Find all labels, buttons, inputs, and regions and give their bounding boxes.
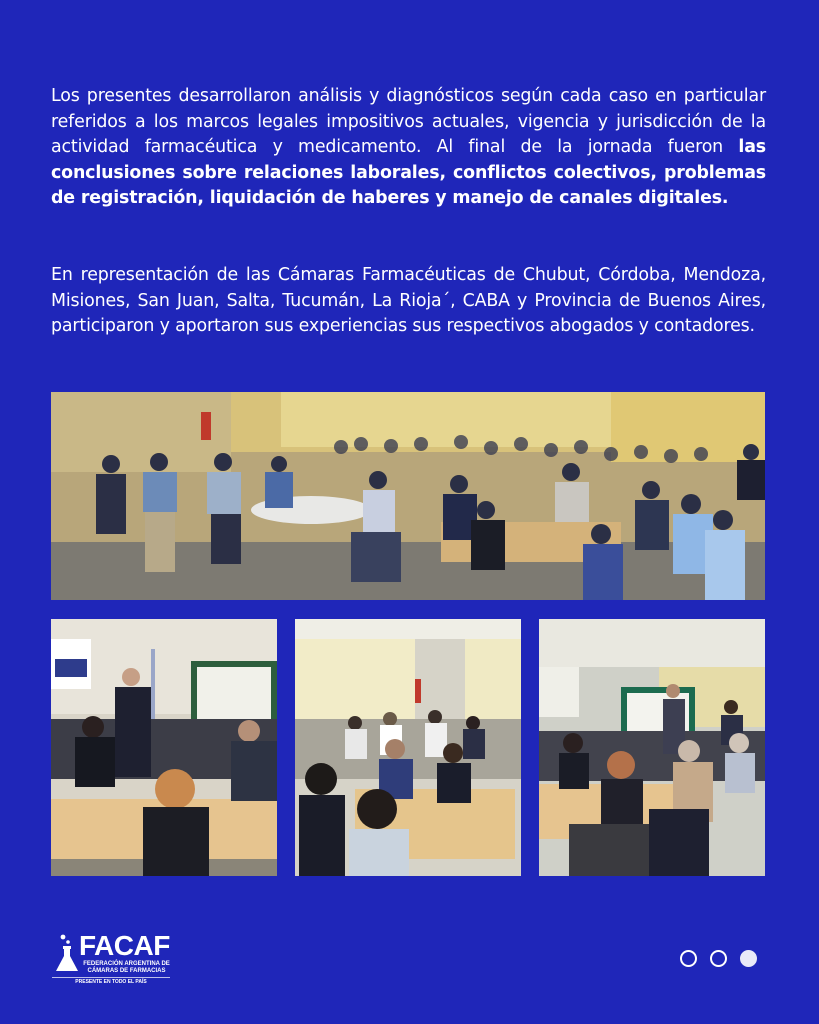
logo-subtitle: FEDERACIÓN ARGENTINA DE CÁMARAS DE FARMACIAS (83, 961, 170, 974)
meeting-photo-main (51, 392, 765, 600)
paragraph-intro-text: Los presentes desarrollaron análisis y diagnósticos según cada caso en particular referidos a los marcos legales impositivos actuales, vigencia y jurisdicción de la actividad farmacéutica y medicamento. Al final de la jornada fueron (51, 86, 766, 157)
meeting-photo-speaker (51, 619, 277, 876)
carousel-dot-3-active[interactable] (740, 950, 757, 967)
carousel-dot-2[interactable] (710, 950, 727, 967)
logo-tagline: PRESENTE EN TODO EL PAÍS (75, 979, 147, 985)
carousel-indicator (680, 950, 757, 972)
meeting-photo-presentation (539, 619, 765, 876)
flask-icon (54, 934, 80, 974)
logo-divider (52, 977, 170, 978)
paragraph-participants: En representación de las Cámaras Farmacéuticas de Chubut, Córdoba, Mendoza, Misiones, San Juan, Salta, Tucumán, La Rioja´, CABA y Provincia de Buenos Aires, participaron y aportaron sus experiencias sus respectivos abogados y contadores. (51, 265, 766, 336)
paragraph-intro (51, 84, 766, 212)
carousel-dot-1[interactable] (680, 950, 697, 967)
paragraph-intro-highlight: las conclusiones sobre relaciones laborales, conflictos colectivos, problemas de registración, liquidación de haberes y manejo de canales digitales. (51, 137, 766, 208)
logo-wordmark: FACAF (79, 930, 170, 961)
facaf-logo (52, 930, 177, 990)
meeting-photo-room (295, 619, 521, 876)
